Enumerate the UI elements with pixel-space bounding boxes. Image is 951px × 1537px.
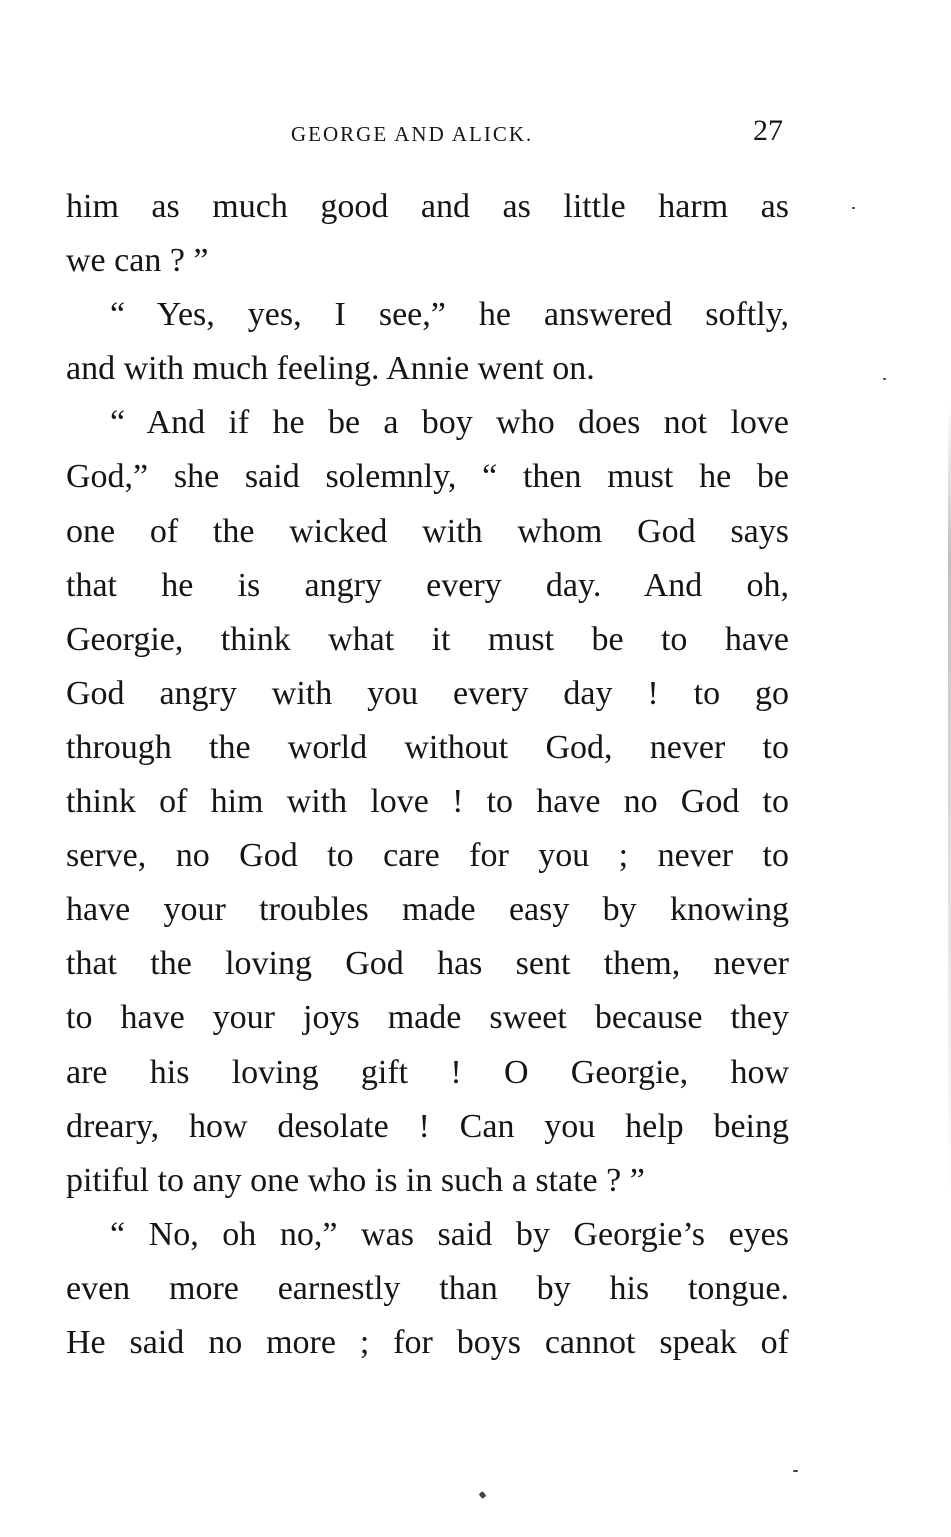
text-line: pitiful to any one who is in such a state ? ” xyxy=(66,1161,645,1199)
text-line: “ And if he be a boy who does not love xyxy=(110,404,789,442)
text-line: that the loving God has sent them, never xyxy=(66,945,789,983)
text-line: one of the wicked with whom God says xyxy=(66,512,789,550)
text-line: “ Yes, yes, I see,” he answered softly, xyxy=(110,296,789,334)
text-line: even more earnestly than by his tongue. xyxy=(66,1269,789,1307)
text-line: him as much good and as little harm as xyxy=(66,188,789,225)
ink-speck xyxy=(479,1491,487,1499)
text-line: Georgie, think what it must be to have xyxy=(66,620,789,658)
text-line: think of him with love ! to have no God to xyxy=(66,783,789,821)
text-line: God,” she said solemnly, “ then must he be xyxy=(66,458,789,496)
text-line: He said no more ; for boys cannot speak of xyxy=(66,1323,789,1361)
text-line: and with much feeling. Annie went on. xyxy=(66,350,595,388)
text-line: dreary, how desolate ! Can you help being xyxy=(66,1107,789,1145)
text-line: are his loving gift ! O Georgie, how xyxy=(66,1053,789,1091)
ink-speck xyxy=(883,378,886,380)
ink-speck xyxy=(793,1470,798,1472)
ink-speck xyxy=(852,207,855,209)
text-line: we can ? ” xyxy=(66,242,209,280)
text-line: that he is angry every day. And oh, xyxy=(66,566,789,604)
body-text xyxy=(66,180,789,1370)
text-line: have your troubles made easy by knowing xyxy=(66,891,789,929)
text-line: serve, no God to care for you ; never to xyxy=(66,837,789,875)
running-title: GEORGE AND ALICK. xyxy=(291,122,534,146)
text-line: to have your joys made sweet because they xyxy=(66,999,789,1037)
text-line: “ No, oh no,” was said by Georgie’s eyes xyxy=(110,1215,789,1253)
page-number: 27 xyxy=(753,114,783,147)
text-line: through the world without God, never to xyxy=(66,728,789,766)
text-line: God angry with you every day ! to go xyxy=(66,674,789,712)
